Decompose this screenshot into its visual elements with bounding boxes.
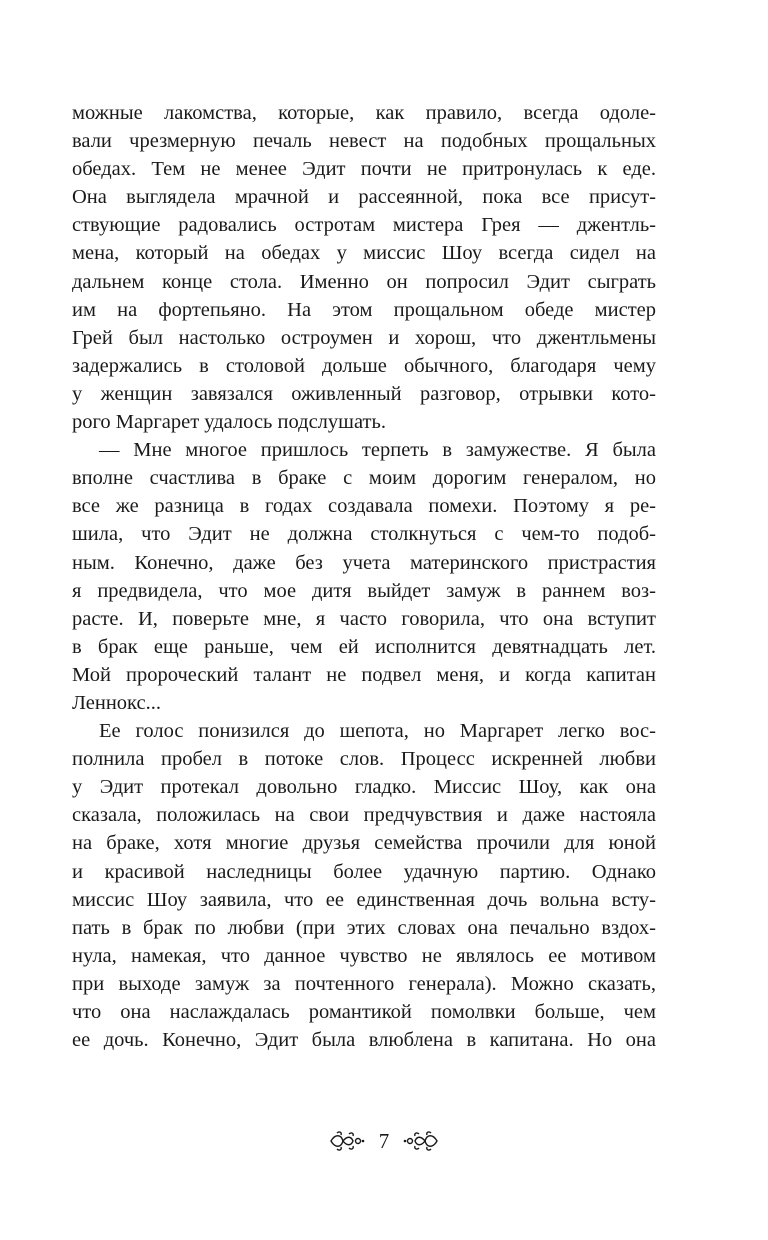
text-line: задержались в столовой дольше обычного, благодаря чему: [72, 354, 656, 377]
page-number: 7: [378, 1128, 390, 1153]
text-line: полнила пробел в потоке слов. Процесс искренней любви: [72, 748, 656, 771]
text-line: дальнем конце стола. Именно он попросил Эдит сыграть: [72, 270, 656, 293]
text-line: все же разница в годах создавала помехи. Поэтому я ре-: [72, 495, 656, 518]
text-line: я предвидела, что мое дитя выйдет замуж в раннем воз-: [72, 579, 656, 602]
text-line: Ее голос понизился до шепота, но Маргарет легко вос-: [99, 720, 656, 743]
text-line: Мой пророческий талант не подвел меня, и когда капитан: [72, 663, 656, 686]
paragraph: [72, 717, 656, 1054]
text-line: и красивой наследницы более удачную партию. Однако: [72, 860, 656, 883]
page-body: [72, 99, 656, 1054]
text-line: нула, намекая, что данное чувство не являлось ее мотивом: [72, 944, 656, 967]
text-line: ее дочь. Конечно, Эдит была влюблена в капитана. Но она: [72, 1029, 656, 1052]
text-line: в брак еще раньше, чем ей исполнится девятнадцать лет.: [72, 635, 656, 658]
text-line: Леннокс...: [72, 691, 161, 714]
text-line: — Мне многое пришлось терпеть в замужестве. Я была: [99, 439, 656, 462]
left-floral-ornament-icon: [329, 1130, 365, 1152]
text-line: у женщин завязался оживленный разговор, отрывки кото-: [72, 382, 656, 405]
paragraph: [72, 436, 656, 717]
text-line: рого Маргарет удалось подслушать.: [72, 411, 386, 434]
text-line: сказала, положилась на свои предчувствия и даже настояла: [72, 804, 656, 827]
text-line: на браке, хотя многие друзья семейства прочили для юной: [72, 832, 656, 855]
text-line: вали чрезмерную печаль невест на подобных прощальных: [72, 130, 656, 153]
text-line: что она наслаждалась романтикой помолвки больше, чем: [72, 1001, 656, 1023]
text-line: вполне счастлива в браке с моим дорогим генералом, но: [72, 467, 656, 490]
text-line: у Эдит протекал довольно гладко. Миссис Шоу, как она: [72, 776, 656, 799]
text-line: Она выглядела мрачной и рассеянной, пока все присут-: [72, 186, 656, 209]
text-line: можные лакомства, которые, как правило, всегда одоле-: [72, 102, 656, 124]
text-line: мена, который на обедах у миссис Шоу всегда сидел на: [72, 242, 656, 265]
text-line: при выходе замуж за почтенного генерала). Можно сказать,: [72, 972, 656, 995]
right-floral-ornament-icon: [403, 1130, 439, 1152]
text-line: ствующие радовались остротам мистера Грея — джентль-: [72, 214, 656, 237]
text-line: им на фортепьяно. На этом прощальном обеде мистер: [72, 298, 656, 321]
paragraph: [72, 99, 656, 436]
text-line: ным. Конечно, даже без учета материнского пристрастия: [72, 551, 656, 574]
text-line: пать в брак по любви (при этих словах она печально вздох-: [72, 916, 656, 939]
text-line: шила, что Эдит не должна столкнуться с чем-то подоб-: [72, 523, 656, 546]
text-line: миссис Шоу заявила, что ее единственная дочь вольна всту-: [72, 888, 656, 911]
text-line: обедах. Тем не менее Эдит почти не притронулась к еде.: [72, 158, 656, 181]
text-line: расте. И, поверьте мне, я часто говорила, что она вступит: [72, 607, 656, 630]
text-line: Грей был настолько остроумен и хорош, что джентльмены: [72, 326, 656, 349]
page-footer: [0, 1124, 768, 1158]
